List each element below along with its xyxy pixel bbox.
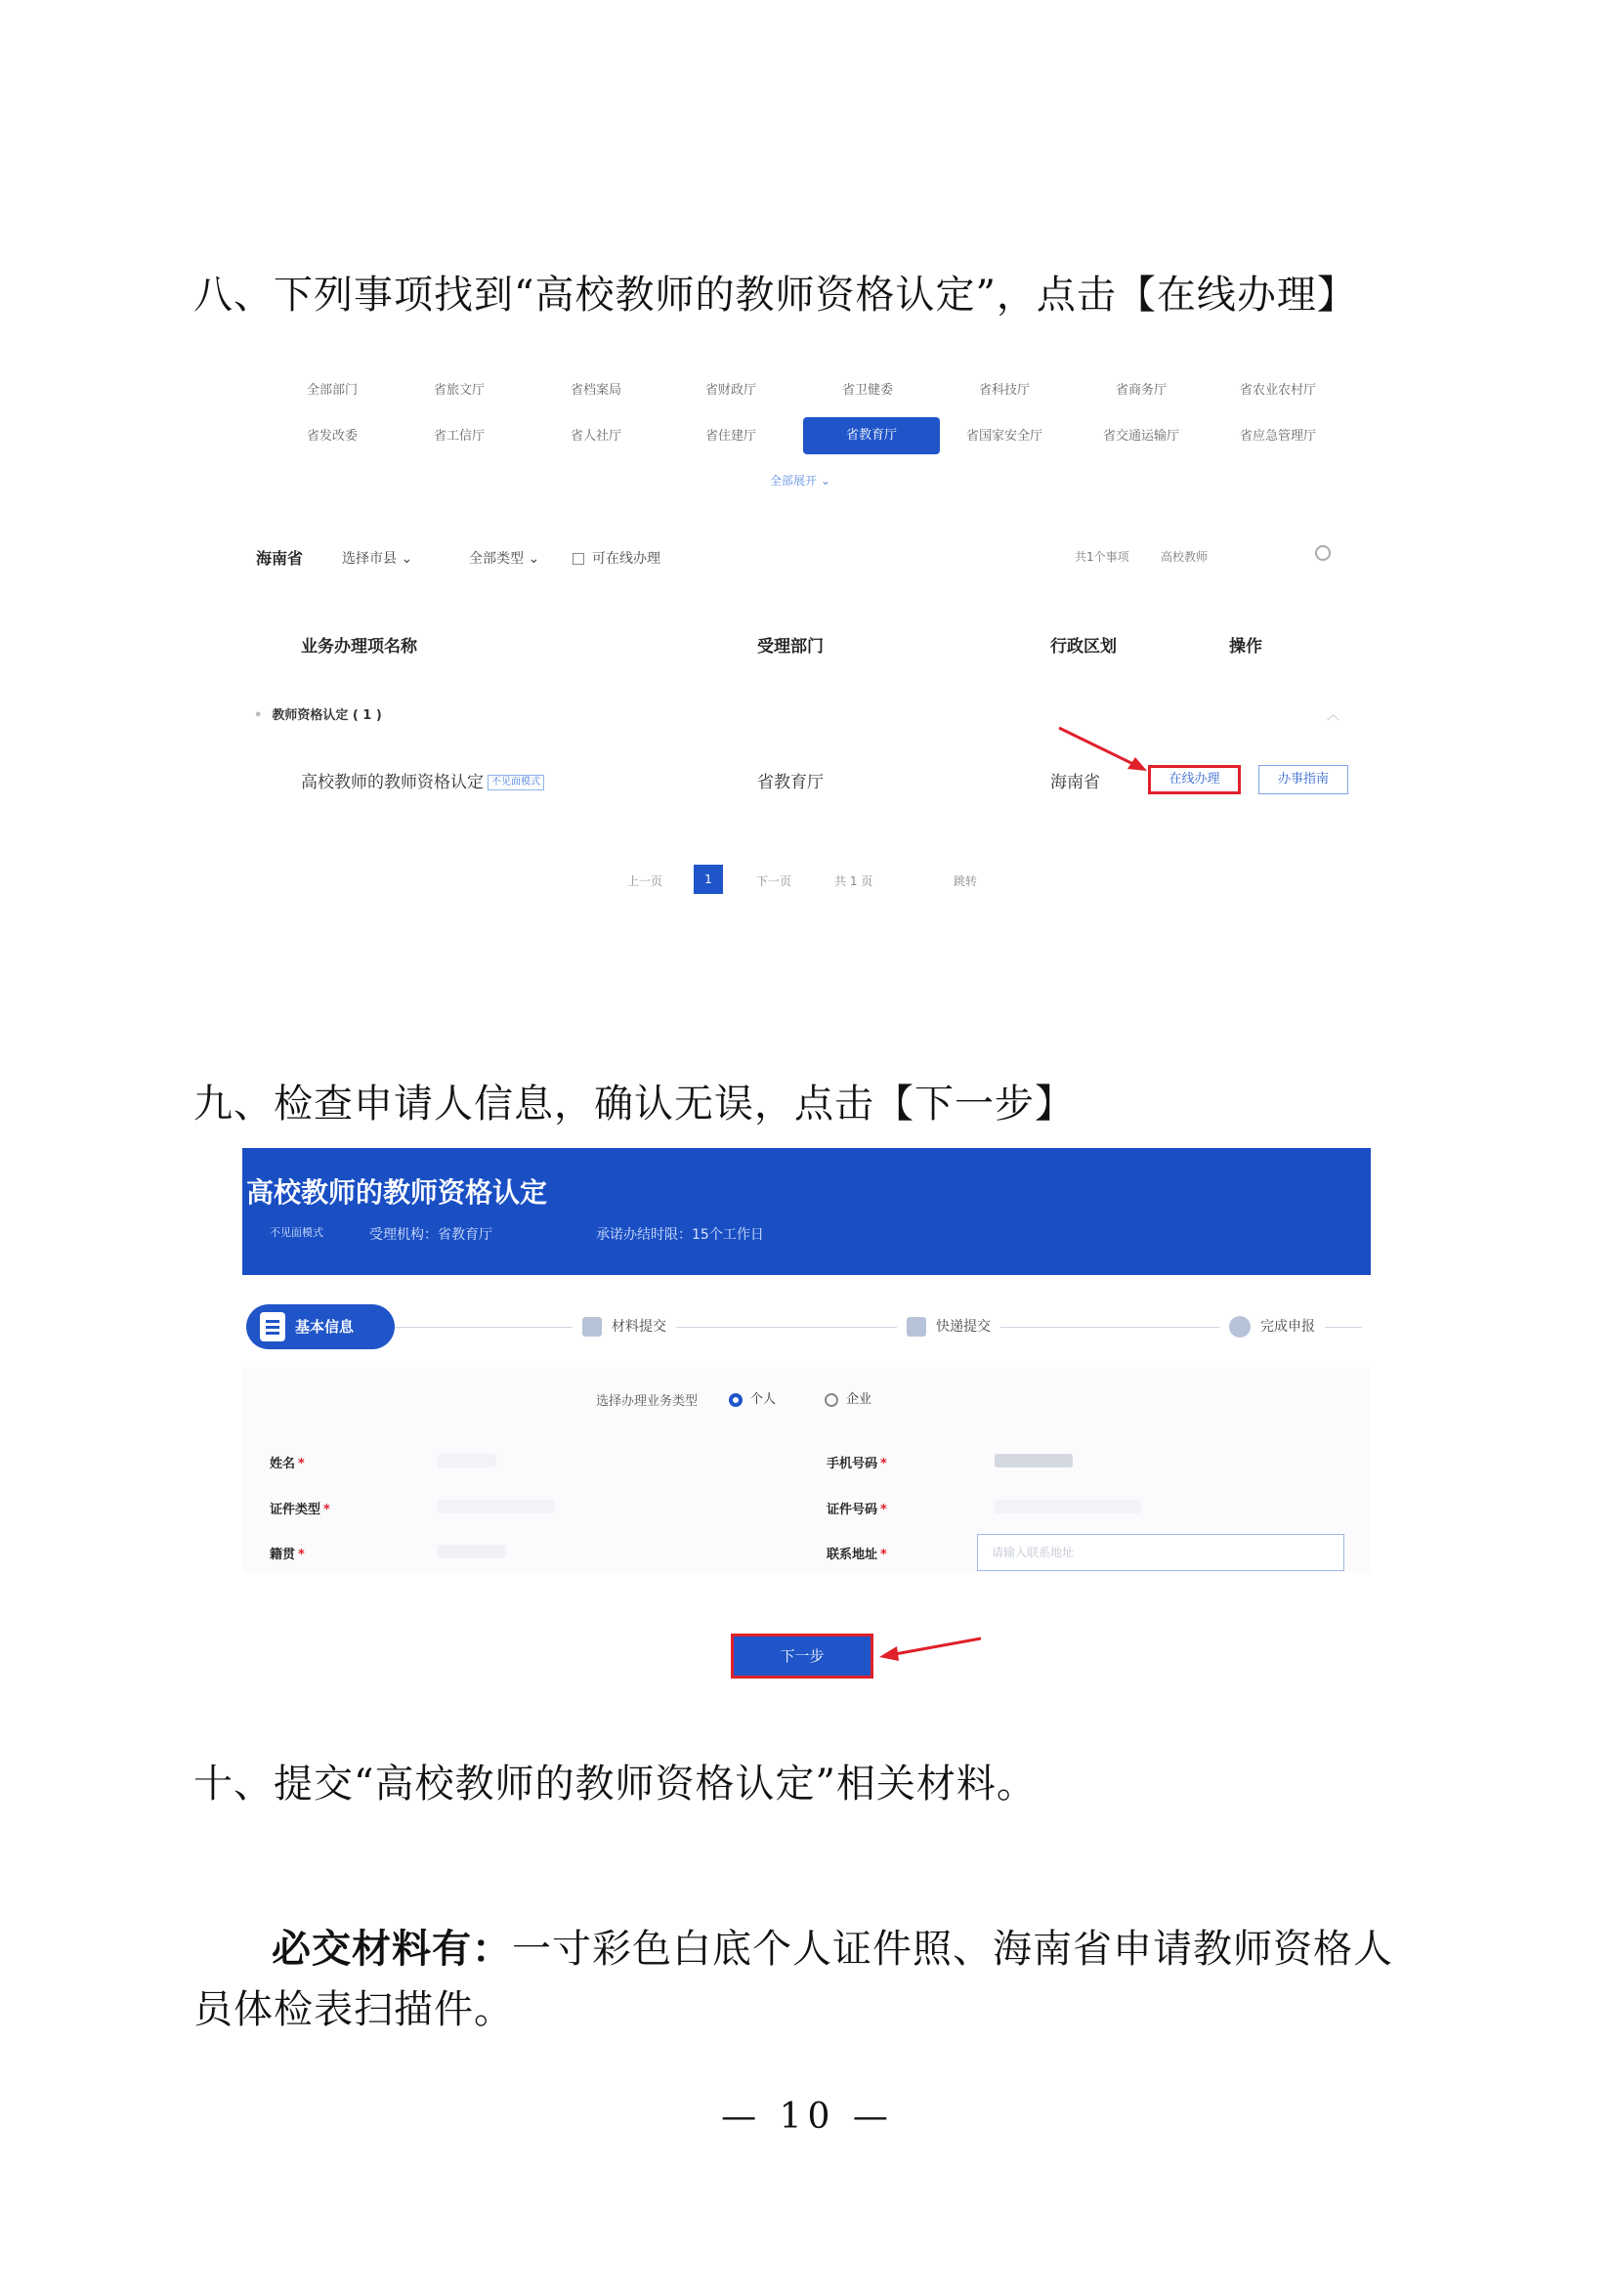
radio-unselected-icon[interactable] [825,1393,838,1407]
region-filter: 海南省 [256,549,304,568]
goto-page[interactable]: 跳转 [954,874,978,888]
department-item[interactable]: 省商务厅 [1115,383,1167,398]
step-express-submit[interactable] [897,1310,1000,1343]
phone-value-blurred [995,1454,1073,1467]
department-item[interactable]: 省财政厅 [704,383,756,398]
header-operation: 操作 [1229,637,1262,657]
field-label-id-type: 证件类型 * [270,1503,330,1517]
required-materials-text: 一寸彩色白底个人证件照、海南省申请教师资格人员体检表扫描件。 [193,1927,1393,2032]
type-select[interactable]: 全部类型 ⌄ [469,551,540,567]
prev-page[interactable]: 上一页 [627,874,663,888]
id-number-value-blurred [995,1500,1141,1513]
step-basic-info[interactable] [246,1304,395,1349]
radio-selected-icon[interactable] [729,1393,743,1407]
annotation-arrow-icon [877,1637,985,1666]
department-item[interactable]: 省发改委 [306,429,358,444]
page-number: — 10 — [721,2097,894,2137]
required-materials-paragraph [193,1919,1415,2040]
screenshot-service-list [254,357,1358,914]
banner-agency: 受理机构：省教育厅 [369,1227,492,1243]
group-row[interactable] [254,704,382,723]
city-select[interactable]: 选择市县 ⌄ [342,551,413,567]
step-label: 快递提交 [936,1319,991,1335]
department-item[interactable]: 省档案局 [570,383,621,398]
field-label-name: 姓名 * [270,1457,305,1471]
business-type-label: 选择办理业务类型 [596,1394,699,1409]
department-item-active[interactable]: 省教育厅 [803,417,940,454]
online-apply-button[interactable]: 在线办理 [1148,765,1241,794]
header-item-name: 业务办理项名称 [301,637,417,657]
header-department: 受理部门 [757,637,824,657]
native-place-value-blurred [438,1545,506,1558]
department-item[interactable]: 全部部门 [306,383,358,398]
bullet-icon: • [254,708,263,723]
guide-button[interactable]: 办事指南 [1258,765,1348,794]
search-keyword: 高校教师 [1161,550,1209,564]
item-name[interactable]: 高校教师的教师资格认定 [301,773,484,792]
service-banner [242,1148,1371,1275]
address-input[interactable]: 请输入联系地址 [977,1534,1344,1571]
department-item[interactable]: 省农业农村厅 [1239,383,1316,398]
step-label: 基本信息 [295,1318,355,1336]
collapse-icon[interactable]: ︿ [1327,708,1340,723]
radio-label: 个人 [750,1392,777,1407]
radio-label: 企业 [846,1392,872,1407]
step-label: 完成申报 [1260,1319,1315,1335]
online-only-checkbox[interactable] [573,548,660,568]
next-page[interactable]: 下一页 [756,874,792,888]
banner-mode: 不见面模式 [270,1226,323,1239]
annotation-arrow-icon [1057,726,1155,775]
page-number-current[interactable]: 1 [694,865,723,894]
item-department: 省教育厅 [757,773,824,792]
truck-icon [907,1317,926,1337]
department-item[interactable]: 省应急管理厅 [1239,429,1316,444]
table-row [301,768,544,792]
step-material-submit[interactable] [573,1310,676,1343]
document-icon [260,1312,285,1341]
check-circle-icon [1229,1316,1251,1338]
name-value-blurred [438,1454,496,1467]
department-item[interactable]: 省科技厅 [978,383,1030,398]
header-region: 行政区划 [1050,637,1117,657]
screenshot-applicant-form [242,1148,1371,1695]
field-label-native-place: 籍贯 * [270,1548,305,1562]
group-label: 教师资格认定 ( 1 ) [272,708,382,723]
field-label-id-number: 证件号码 * [827,1503,887,1517]
banner-title: 高校教师的教师资格认定 [246,1176,548,1209]
step-complete[interactable] [1219,1310,1325,1343]
total-pages: 共 1 页 [834,874,873,888]
item-region: 海南省 [1050,773,1100,792]
field-label-address: 联系地址 * [827,1548,887,1562]
upload-icon [582,1317,602,1337]
department-item[interactable]: 省卫健委 [841,383,893,398]
field-label-phone: 手机号码 * [827,1457,887,1471]
department-item[interactable]: 省工信厅 [433,429,485,444]
step-8-heading: 八、下列事项找到“高校教师的教师资格认定”，点击【在线办理】 [193,273,1357,318]
step-9-heading: 九、检查申请人信息，确认无误，点击【下一步】 [193,1082,1075,1127]
checkbox-box[interactable] [573,553,584,565]
department-item[interactable]: 省交通运输厅 [1102,429,1179,444]
expand-all-link[interactable]: 全部展开 ⌄ [770,474,830,488]
department-item[interactable]: 省住建厅 [704,429,756,444]
mode-badge: 不见面模式 [488,775,544,790]
department-item[interactable]: 省旅文厅 [433,383,485,398]
step-10-heading: 十、提交“高校教师的教师资格认定”相关材料。 [193,1762,1037,1807]
online-only-label: 可在线办理 [592,551,660,567]
radio-enterprise[interactable] [825,1388,871,1407]
search-icon[interactable] [1315,545,1331,561]
id-type-value-blurred [438,1500,555,1513]
next-step-button[interactable]: 下一步 [731,1634,873,1679]
banner-time-limit: 承诺办结时限：15个工作日 [596,1227,764,1243]
radio-individual[interactable] [729,1388,776,1407]
step-label: 材料提交 [612,1319,666,1335]
required-materials-label: 必交材料有： [272,1926,512,1972]
department-item[interactable]: 省国家安全厅 [965,429,1042,444]
steps-connector [395,1327,1362,1328]
result-count: 共1个事项 [1075,550,1129,564]
department-item[interactable]: 省人社厅 [570,429,621,444]
search-box[interactable] [1075,542,1334,570]
